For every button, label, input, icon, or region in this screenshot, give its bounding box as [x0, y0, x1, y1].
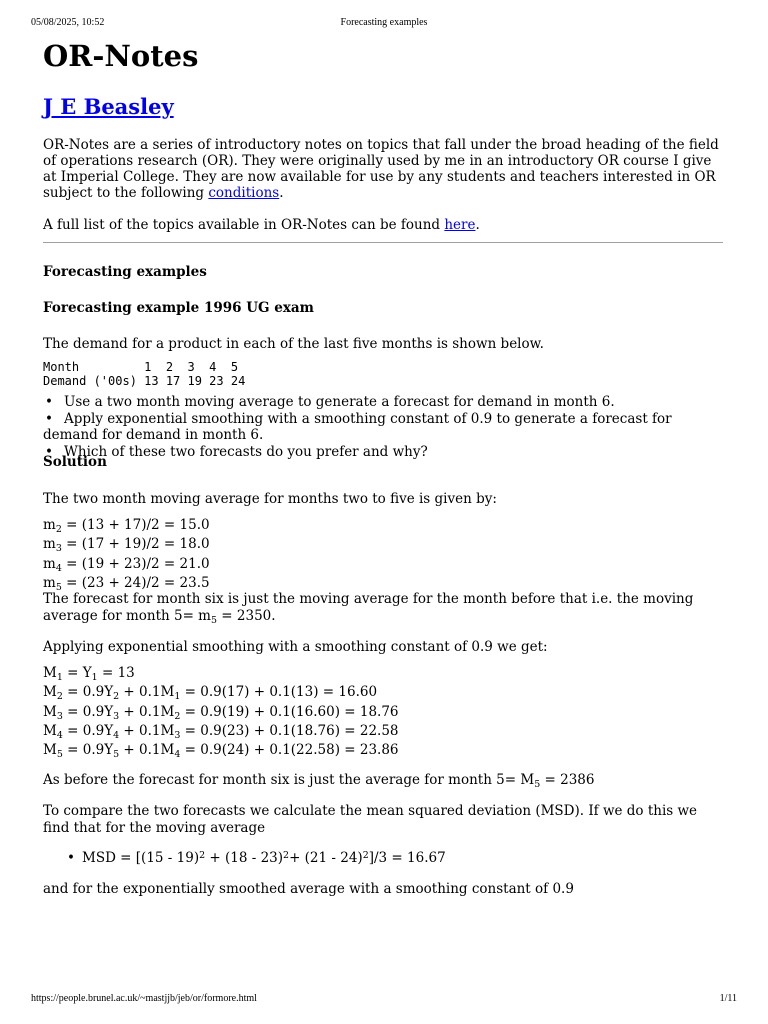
exp-smoothing-line: $M_4 = 0.9Y_4 + 0.1M_3 = 0.9(23) + 0.1(18.76) = 22.58$ [43, 722, 399, 741]
intro-paragraph: OR-Notes are a series of introductory notes on topics that fall under the broad heading of the field of operations research (OR). They were originally used by me in an introductory OR course I give at Imperial College. They are now available for use by any students and teachers interested in OR subject to the following conditions. [43, 137, 719, 201]
forecast-paragraph: The forecast for month six is just the moving average for the month before that i.e. the moving average for month $5= m_5 = 2350$. [43, 591, 694, 626]
author-heading [43, 93, 723, 137]
moving-average-list [43, 516, 723, 591]
applying-text: Applying exponential smoothing with a smoothing constant of 0.9 we get: [43, 639, 548, 655]
moving-average-line: $m_2 = (13 + 17)/2 = 15.0$ [43, 517, 210, 535]
print-header [31, 17, 737, 31]
full-list-text: A full list of the topics available in OR-Notes can be found [43, 217, 441, 233]
exp-smoothing-line: $M_5 = 0.9Y_5 + 0.1M_4 = 0.9(24) + 0.1(22.58) = 23.86$ [43, 742, 399, 761]
question-list [43, 394, 723, 460]
print-title: Forecasting examples [340, 17, 428, 28]
page-content [43, 38, 723, 897]
msd-item: • MSD = [(15 - 19)$^2$ + (18 - 23)$^2$+ (21 - 24)$^2$]/3 = 16.67 [43, 850, 723, 866]
print-datetime: 05/08/2025, 10:52 [31, 17, 105, 28]
here-link[interactable]: here [444, 217, 476, 233]
demand-table [43, 360, 723, 394]
section-heading: Forecasting examples [43, 264, 207, 280]
page-title: OR-Notes [43, 39, 199, 73]
compare-paragraph: To compare the two forecasts we calculate the mean squared deviation (MSD). If we do this we find that for the moving average [43, 803, 698, 836]
demand-table-row-demand: Demand ('00s) 13 17 19 23 24 [43, 374, 246, 388]
demand-table-row-month: Month 1 2 3 4 5 [43, 360, 239, 374]
page-number: 1/11 [719, 993, 737, 1004]
exp-smoothing-list [43, 664, 723, 760]
exp-smoothing-line: $M_1 = Y_1 = 13$ [43, 665, 135, 683]
moving-average-line: $m_5 = (23 + 24)/2 = 23.5$ [43, 574, 210, 593]
msd-list [43, 850, 723, 881]
as-before-text: As before the forecast for month six is just the average for month $5= M_5 = 2386$ [43, 772, 595, 790]
demand-intro: The demand for a product in each of the last five months is shown below. [43, 336, 544, 352]
two-month-text: The two month moving average for months two to five is given by: [43, 491, 497, 507]
moving-average-line: $m_3 = (17 + 19)/2 = 18.0$ [43, 536, 210, 555]
print-url: https://people.brunel.ac.uk/~mastjjb/jeb/or/formore.html [31, 993, 257, 1004]
subsection-heading: Forecasting example 1996 UG exam [43, 300, 314, 316]
print-footer [31, 993, 737, 1007]
intro-text: OR-Notes are a series of introductory notes on topics that fall under the broad heading of the field of operations research (OR). They were originally used by me in an introductory OR course I give at Imperial College. They are now available for use by any students and teachers interested in OR subject to the following [43, 137, 719, 201]
and-for-text: and for the exponentially smoothed average with a smoothing constant of 0.9 [43, 881, 574, 897]
divider [43, 242, 723, 243]
moving-average-line: $m_4 = (19 + 23)/2 = 21.0$ [43, 555, 210, 574]
question-item: • Which of these two forecasts do you prefer and why? [43, 444, 723, 461]
full-list-paragraph: A full list of the topics available in OR-Notes can be found here. [43, 217, 480, 233]
exp-smoothing-line: $M_3 = 0.9Y_3 + 0.1M_2 = 0.9(19) + 0.1(16.60) = 18.76$ [43, 703, 399, 722]
exp-smoothing-line: $M_2 = 0.9Y_2 + 0.1M_1 = 0.9(17) + 0.1(13) = 16.60$ [43, 684, 378, 703]
solution-heading: Solution [43, 454, 107, 470]
question-item: • Use a two month moving average to generate a forecast for demand in month 6. [43, 394, 723, 411]
conditions-link[interactable]: conditions [208, 185, 280, 201]
author-link[interactable]: J E Beasley [43, 94, 174, 119]
question-item: • Apply exponential smoothing with a smoothing constant of 0.9 to generate a forecast for demand for demand in month 6. [43, 411, 723, 444]
